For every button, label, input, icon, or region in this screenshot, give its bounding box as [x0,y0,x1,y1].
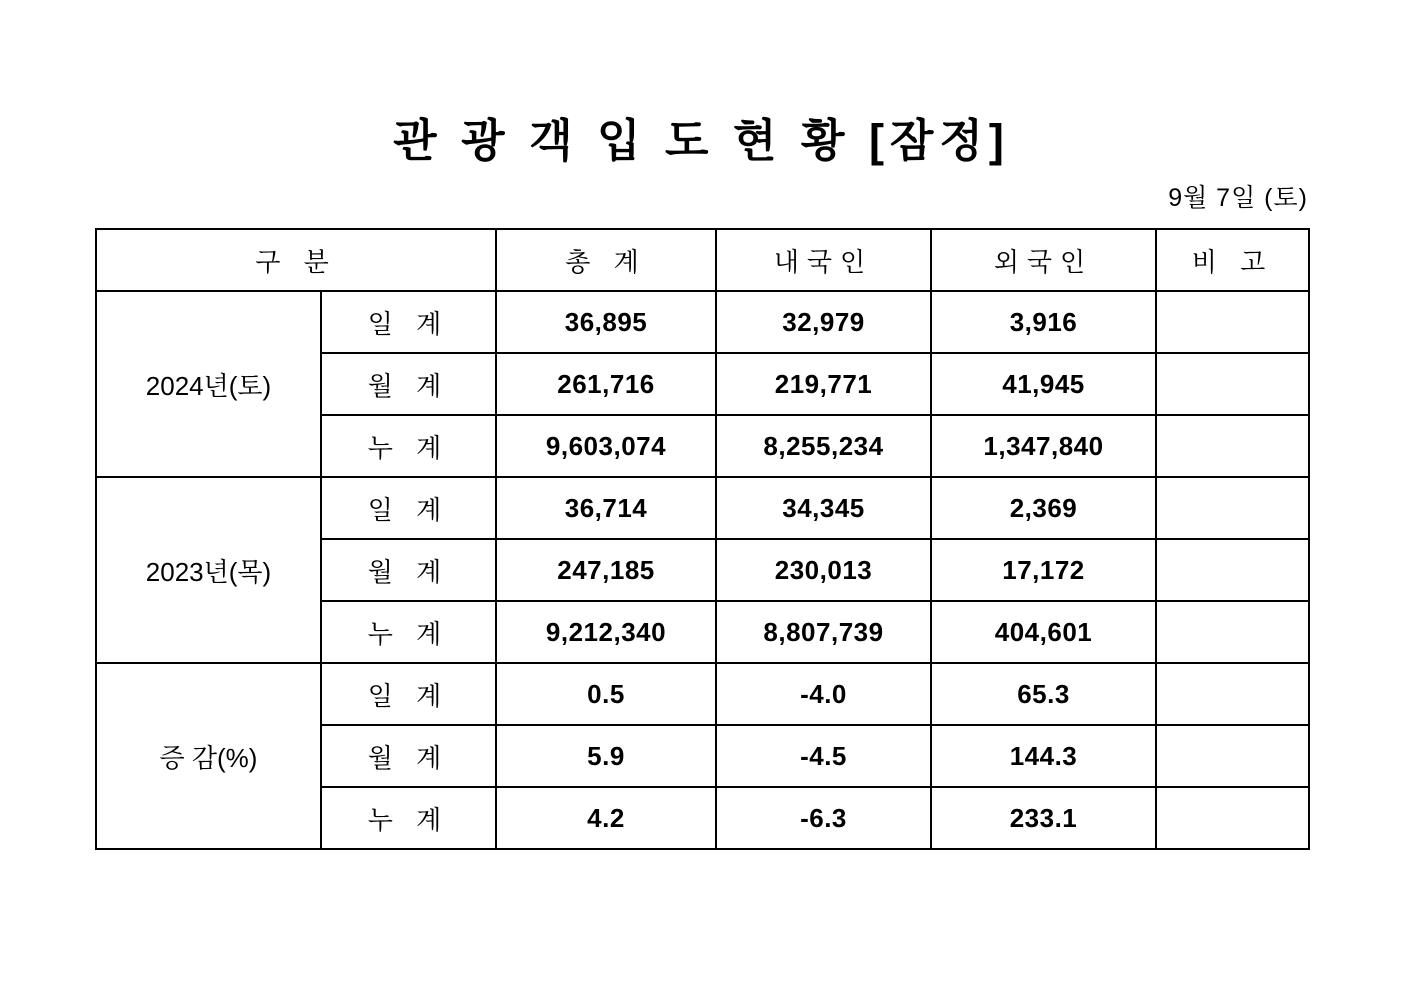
row-sub-label: 누 계 [321,787,496,849]
cell-note [1156,725,1309,787]
row-sub-label: 누 계 [321,415,496,477]
cell-note [1156,477,1309,539]
cell-note [1156,663,1309,725]
cell-domestic: 219,771 [716,353,931,415]
cell-foreign: 3,916 [931,291,1156,353]
cell-domestic: 8,255,234 [716,415,931,477]
cell-foreign: 233.1 [931,787,1156,849]
cell-foreign: 404,601 [931,601,1156,663]
table-row [96,291,1309,353]
cell-foreign: 1,347,840 [931,415,1156,477]
cell-foreign: 144.3 [931,725,1156,787]
cell-domestic: 230,013 [716,539,931,601]
tourism-statistics-table [95,228,1310,850]
header-foreign: 외국인 [931,229,1156,291]
cell-foreign: 2,369 [931,477,1156,539]
cell-note [1156,787,1309,849]
header-total: 총 계 [496,229,716,291]
row-sub-label: 월 계 [321,725,496,787]
cell-domestic: 8,807,739 [716,601,931,663]
header-category: 구 분 [96,229,496,291]
row-sub-label: 일 계 [321,663,496,725]
cell-total: 36,714 [496,477,716,539]
cell-note [1156,539,1309,601]
group-label-2024: 2024년(토) [96,291,321,477]
cell-note [1156,291,1309,353]
header-note: 비 고 [1156,229,1309,291]
cell-foreign: 65.3 [931,663,1156,725]
cell-note [1156,601,1309,663]
table-row [96,477,1309,539]
row-sub-label: 월 계 [321,539,496,601]
table-header-row [96,229,1309,291]
cell-total: 5.9 [496,725,716,787]
report-date: 9월 7일 (토) [1168,184,1308,212]
cell-foreign: 17,172 [931,539,1156,601]
cell-total: 9,603,074 [496,415,716,477]
cell-total: 247,185 [496,539,716,601]
cell-domestic: -4.0 [716,663,931,725]
page-title: 관 광 객 입 도 현 황 [잠정] [393,115,1010,166]
cell-total: 9,212,340 [496,601,716,663]
cell-total: 36,895 [496,291,716,353]
row-sub-label: 월 계 [321,353,496,415]
cell-foreign: 41,945 [931,353,1156,415]
cell-note [1156,415,1309,477]
cell-total: 261,716 [496,353,716,415]
cell-domestic: 32,979 [716,291,931,353]
group-label-change: 증 감(%) [96,663,321,849]
group-label-2023: 2023년(목) [96,477,321,663]
cell-total: 0.5 [496,663,716,725]
cell-domestic: 34,345 [716,477,931,539]
row-sub-label: 누 계 [321,601,496,663]
header-domestic: 내국인 [716,229,931,291]
cell-total: 4.2 [496,787,716,849]
row-sub-label: 일 계 [321,291,496,353]
cell-domestic: -6.3 [716,787,931,849]
cell-note [1156,353,1309,415]
row-sub-label: 일 계 [321,477,496,539]
cell-domestic: -4.5 [716,725,931,787]
table-row [96,663,1309,725]
